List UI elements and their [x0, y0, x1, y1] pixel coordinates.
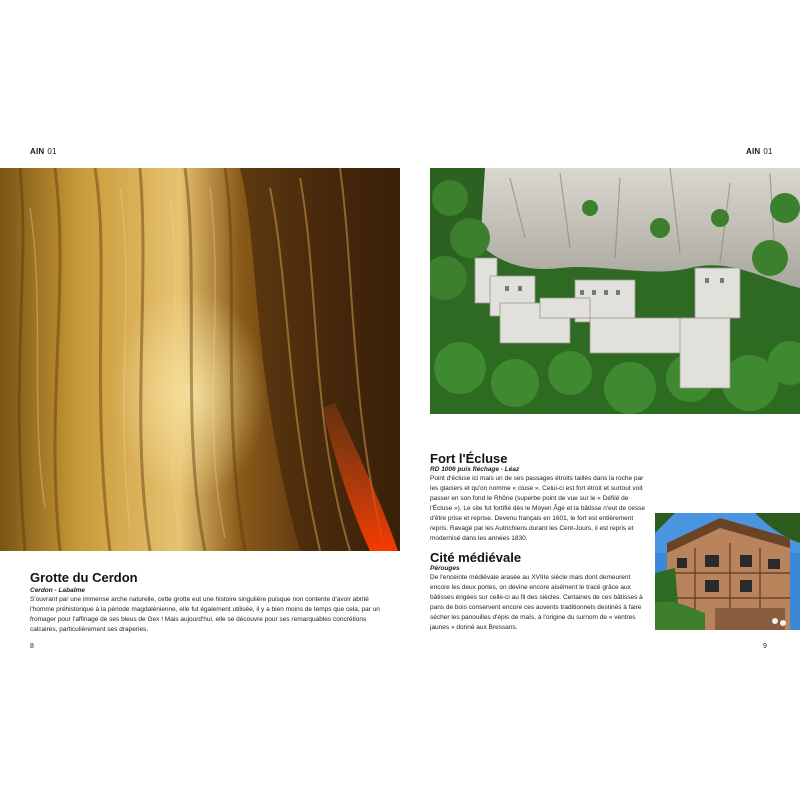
cite-text: De l'enceinte médiévale arasée au XVIIIe siècle mais dont demeurent encore les deux portes, on devine encore aisément le tracé grâce aux bâtisses érigées sur celle-ci au fil des siècles. Certaines de ces bâtisses à pans de bois conservent encore ces auvents traditionnels destinés à faire sécher les panouilles d'épis de maïs, à l'origine du surnom de « ventres jaunes » donné aux Bressans.: [430, 574, 643, 631]
left-section-header: [30, 147, 57, 156]
fort-location: RD 1006 puis fléchage - Léaz: [430, 466, 520, 473]
right-page-number: 9: [763, 643, 767, 650]
cerdon-location: Cerdon - Labalme: [30, 587, 85, 594]
perouges-photo: [655, 513, 800, 630]
cite-location: Pérouges: [430, 565, 460, 572]
left-section-name: AIN: [30, 147, 45, 156]
cite-title: Cité médiévale: [430, 550, 522, 565]
fort-text: Point d'écluse ici mais un de ses passages étroits taillés dans la roche par les glaciers et qu'on nomme « cluse ». Celui-ci est fort étroit et surtout voit passer en son fond le Rhône (superbe point de vue sur le « Défilé de l'Écluse »). Le site fut fortifié dès le Moyen Âge et la bâtisse n'eut de cesse d'être prise et reprise. Devenu français en 1601, le fort est entièrement repris. Ravagé par les Autrichiens durant les Cent-Jours, il est repris et modernisé dans les années 1830.: [430, 475, 645, 542]
fort-title: Fort l'Écluse: [430, 451, 508, 466]
cerdon-text: S'ouvrant par une immense arche naturelle, cette grotte eut une histoire singulière puisque non contente d'avoir abrité l'homme préhistorique à la période magdalénienne, elle fut également utilisée, il y a bien moins de temps que cela, par un fromager pour l'affinage de ses bleus de Gex ! Mais aujourd'hui, elle se découvre pour ses remarquables concrétions calcaires, particulièrement ses draperies.: [30, 596, 380, 633]
left-section-number: 01: [47, 147, 57, 156]
cave-photo: [0, 168, 400, 551]
right-section-header: [746, 147, 773, 156]
cerdon-title: Grotte du Cerdon: [30, 570, 138, 585]
right-section-number: 01: [763, 147, 773, 156]
fort-photo: [430, 168, 800, 414]
left-page-number: 8: [30, 643, 34, 650]
right-section-name: AIN: [746, 147, 761, 156]
